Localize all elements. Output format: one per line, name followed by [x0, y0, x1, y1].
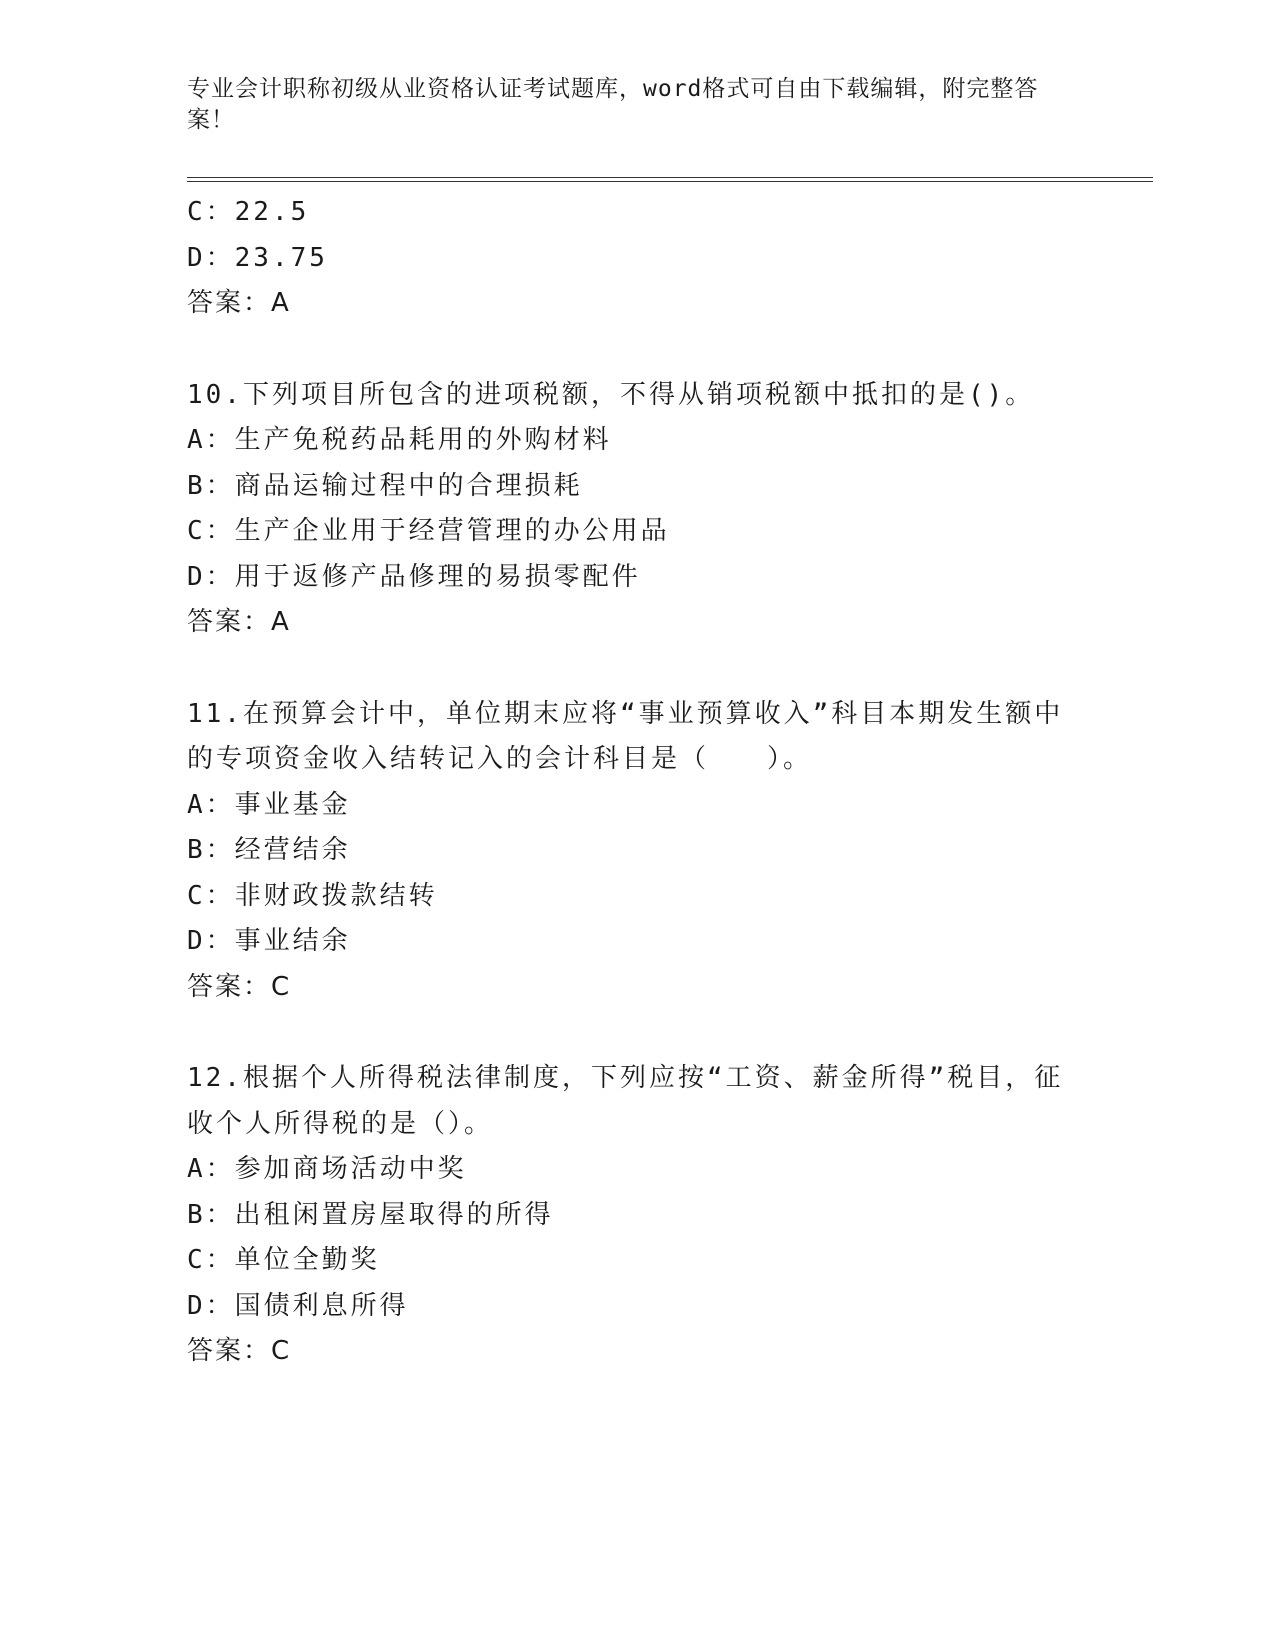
option-c: C：非财政拨款结转: [187, 880, 438, 911]
option-c: C：单位全勤奖: [187, 1245, 380, 1275]
option-b: B：商品运输过程中的合理损耗: [187, 470, 583, 501]
answer-line: 答案：A: [187, 607, 291, 637]
option-b: B：经营结余: [187, 835, 351, 865]
document-body: [187, 190, 1087, 1375]
option-d: D：用于返修产品修理的易损零配件: [187, 561, 641, 592]
question-11: [187, 692, 1087, 1011]
question-text: 10.下列项目所包含的进项税额，不得从销项税额中抵扣的是()。: [187, 379, 1035, 410]
question-10: [187, 373, 1087, 646]
page-header: 专业会计职称初级从业资格认证考试题库，word格式可自由下载编辑，附完整答案！: [187, 76, 1039, 133]
answer-line: 答案：A: [187, 288, 291, 318]
option-d: D：事业结余: [187, 926, 351, 956]
option-b: B：出租闲置房屋取得的所得: [187, 1199, 554, 1230]
option-d: D：国债利息所得: [187, 1290, 409, 1321]
question-12: [187, 1056, 1087, 1375]
question-text: 12.根据个人所得税法律制度，下列应按“工资、薪金所得”税目，征收个人所得税的是（）。: [187, 1063, 1064, 1139]
option-a: A：生产免税药品耗用的外购材料: [187, 425, 612, 455]
option-d: D：23.75: [187, 242, 328, 273]
answer-line: 答案：C: [187, 971, 292, 1002]
option-a: A：事业基金: [187, 789, 351, 820]
previous-question-tail: [187, 190, 1087, 327]
question-text: 11.在预算会计中，单位期末应将“事业预算收入”科目本期发生额中的专项资金收入结转记入的会计科目是（ ）。: [187, 698, 1064, 774]
header-divider: [187, 177, 1153, 182]
option-c: C：生产企业用于经营管理的办公用品: [187, 516, 670, 546]
answer-line: 答案：C: [187, 1336, 292, 1366]
option-a: A：参加商场活动中奖: [187, 1154, 467, 1184]
option-c: C：22.5: [187, 197, 310, 227]
